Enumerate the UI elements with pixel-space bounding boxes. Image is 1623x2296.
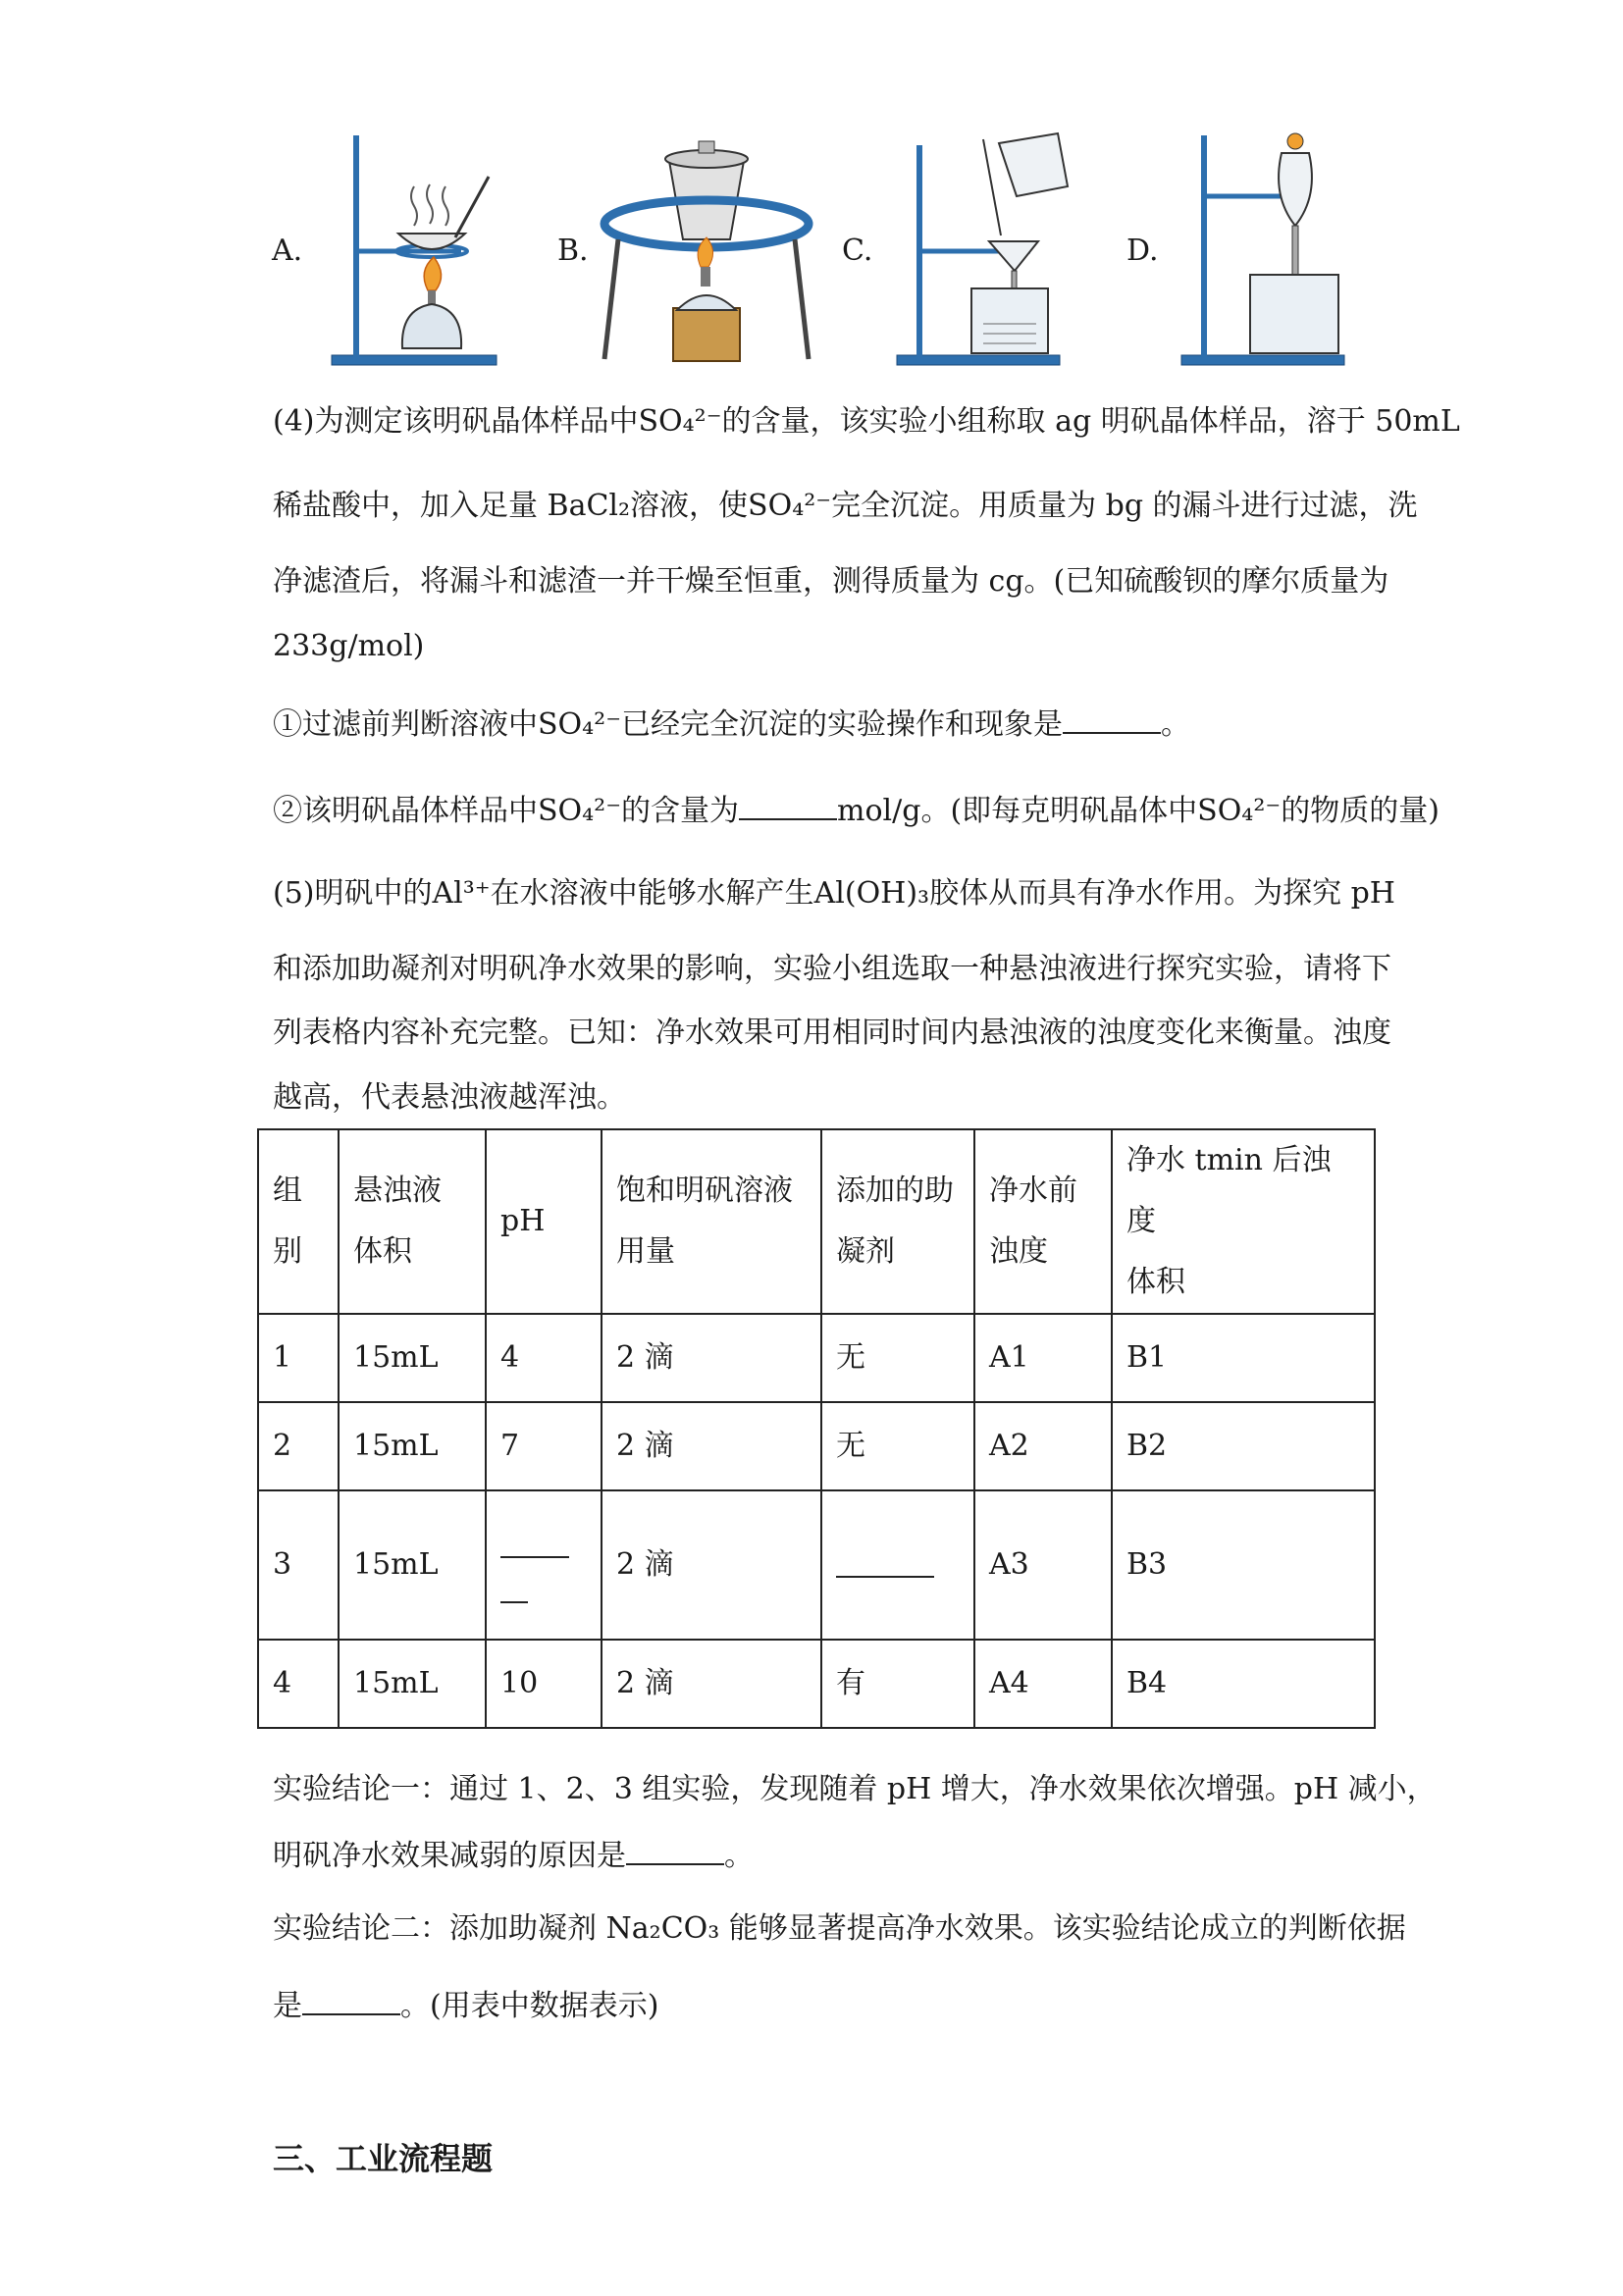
table-cell: 无 (821, 1402, 974, 1490)
header-turbidity-before: 净水前 浊度 (974, 1129, 1112, 1314)
table-row (258, 1490, 1375, 1640)
q4-line-1: (4)为测定该明矾晶体样品中SO₄²⁻的含量，该实验小组称取 ag 明矾晶体样品，溶于 50mL (273, 404, 1460, 439)
table-cell: A3 (974, 1490, 1112, 1640)
table-cell: A1 (974, 1314, 1112, 1402)
table-cell: 有 (821, 1640, 974, 1728)
option-d-label: D. (1126, 234, 1159, 268)
q4-sub1-answer-blank[interactable] (1063, 706, 1161, 734)
table-cell: 7 (486, 1402, 602, 1490)
conclusion-2-answer-blank[interactable] (302, 1988, 400, 2015)
option-b-label: B. (557, 234, 589, 268)
conclusion-1-end: 。 (724, 1839, 754, 1873)
conclusion-2-line-1: 实验结论二：添加助凝剂 Na₂CO₃ 能够显著提高净水效果。该实验结论成立的判断依据 (273, 1911, 1406, 1946)
q4-subquestion-2 (273, 793, 1440, 827)
q4-sub1-text: ①过滤前判断溶液中SO₄²⁻已经完全沉淀的实验操作和现象是 (273, 707, 1064, 742)
conclusion-1-answer-blank[interactable] (626, 1838, 724, 1865)
q4-sub1-end: 。 (1161, 707, 1191, 742)
ph-answer-blank[interactable] (486, 1490, 602, 1640)
conclusion-2-text: 是 (273, 1989, 302, 2023)
conclusion-1-line-1: 实验结论一：通过 1、2、3 组实验，发现随着 pH 增大，净水效果依次增强。pH 减小， (273, 1772, 1437, 1806)
table-cell: A4 (974, 1640, 1112, 1728)
conclusion-2-end: 。(用表中数据表示) (400, 1989, 659, 2023)
q4-sub2-answer-blank[interactable] (739, 793, 837, 820)
coagulant-answer-blank[interactable] (821, 1490, 974, 1640)
table-row (258, 1640, 1375, 1728)
table-cell: 10 (486, 1640, 602, 1728)
q4-line-2: 稀盐酸中，加入足量 BaCl₂溶液，使SO₄²⁻完全沉淀。用质量为 bg 的漏斗进行过滤，洗 (273, 489, 1418, 523)
table-cell: 15mL (339, 1314, 486, 1402)
table-cell: B1 (1112, 1314, 1375, 1402)
table-cell: B4 (1112, 1640, 1375, 1728)
apparatus-a-evaporation-figure (324, 128, 500, 373)
q4-subquestion-1 (273, 706, 1190, 741)
table-cell: 无 (821, 1314, 974, 1402)
apparatus-d-separatory-funnel-figure (1178, 128, 1354, 373)
header-suspension-volume: 悬浊液 体积 (339, 1129, 486, 1314)
table-cell: 2 滴 (602, 1402, 821, 1490)
header-alum-amount: 饱和明矾溶液 用量 (602, 1129, 821, 1314)
table-cell: 15mL (339, 1640, 486, 1728)
header-coagulant: 添加的助 凝剂 (821, 1129, 974, 1314)
q5-line-4: 越高，代表悬浊液越浑浊。 (273, 1080, 626, 1115)
conclusion-1-line-2 (273, 1838, 754, 1872)
table-cell: 4 (258, 1640, 339, 1728)
conclusion-2-line-2 (273, 1988, 658, 2022)
table-cell: 15mL (339, 1402, 486, 1490)
table-cell: 2 滴 (602, 1314, 821, 1402)
table-cell: 2 (258, 1402, 339, 1490)
q5-line-1: (5)明矾中的Al³⁺在水溶液中能够水解产生Al(OH)₃胶体从而具有净水作用。为探究 pH (273, 876, 1395, 911)
section-title: 三、工业流程题 (273, 2140, 494, 2177)
table-cell: 2 滴 (602, 1640, 821, 1728)
table-row (258, 1314, 1375, 1402)
q4-line-4: 233g/mol) (273, 629, 425, 663)
apparatus-c-filtration-figure (893, 128, 1070, 373)
q5-line-2: 和添加助凝剂对明矾净水效果的影响，实验小组选取一种悬浊液进行探究实验，请将下 (273, 952, 1391, 986)
q4-sub2-end: mol/g。(即每克明矾晶体中SO₄²⁻的物质的量) (837, 794, 1440, 828)
q4-line-3: 净滤渣后，将漏斗和滤渣一并干燥至恒重，测得质量为 cg。(已知硫酸钡的摩尔质量为 (273, 564, 1389, 599)
table-cell: 1 (258, 1314, 339, 1402)
conclusion-1-text: 明矾净水效果减弱的原因是 (273, 1839, 626, 1873)
table-header-row (258, 1129, 1375, 1314)
table-cell: 2 滴 (602, 1490, 821, 1640)
table-cell: 4 (486, 1314, 602, 1402)
header-turbidity-after: 净水 tmin 后浊度 体积 (1112, 1129, 1375, 1314)
header-ph: pH (486, 1129, 602, 1314)
table-cell: B2 (1112, 1402, 1375, 1490)
table-cell: 3 (258, 1490, 339, 1640)
header-group: 组 别 (258, 1129, 339, 1314)
q4-sub2-text: ②该明矾晶体样品中SO₄²⁻的含量为 (273, 794, 740, 828)
table-row (258, 1402, 1375, 1490)
table-cell: 15mL (339, 1490, 486, 1640)
apparatus-b-crucible-figure (599, 137, 824, 373)
option-a-label: A. (272, 234, 303, 268)
option-c-label: C. (842, 234, 873, 268)
table-cell: A2 (974, 1402, 1112, 1490)
q5-line-3: 列表格内容补充完整。已知：净水效果可用相同时间内悬浊液的浊度变化来衡量。浊度 (273, 1016, 1391, 1050)
experiment-table (257, 1128, 1376, 1729)
table-cell: B3 (1112, 1490, 1375, 1640)
